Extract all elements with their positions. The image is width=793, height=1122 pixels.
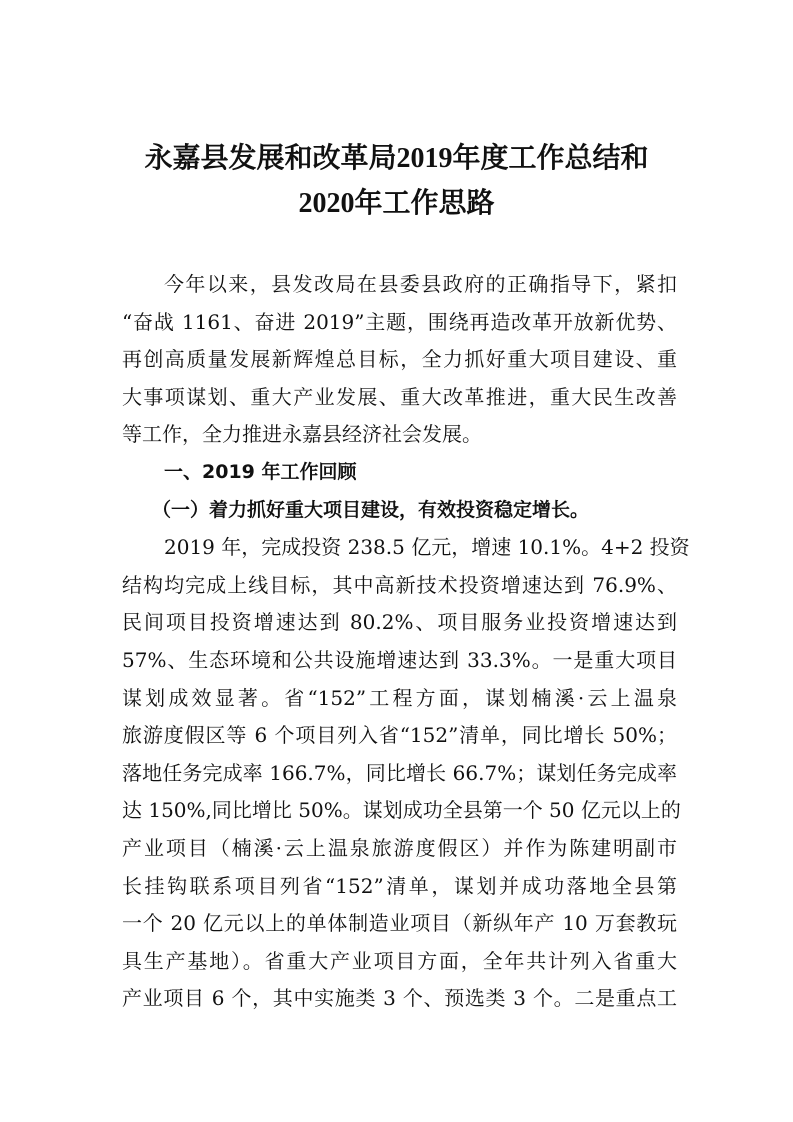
paragraph-line: 民间项目投资增速达到 80.2%、项目服务业投资增速达到 [122, 610, 677, 635]
document-title-line-2: 2020年工作思路 [298, 188, 495, 219]
paragraph-line: 产业项目 6 个，其中实施类 3 个、预选类 3 个。二是重点工 [122, 986, 677, 1011]
document-body [122, 266, 690, 1018]
paragraph-line: 旅游度假区等 6 个项目列入省“152”清单，同比增长 50%； [122, 723, 677, 748]
paragraph-line: 产业项目（楠溪·云上温泉旅游度假区）并作为陈建明副市 [122, 835, 677, 860]
section-heading: 一、2019 年工作回顾 [164, 460, 357, 483]
subsection-heading: （一）着力抓好重大项目建设，有效投资稳定增长。 [152, 498, 590, 521]
paragraph-line: 一个 20 亿元以上的单体制造业项目（新纵年产 10 万套教玩 [122, 911, 677, 936]
paragraph-line: 57%、生态环境和公共设施增速达到 33.3%。一是重大项目 [122, 647, 677, 672]
paragraph-line: 长挂钩联系项目列省“152”清单，谋划并成功落地全县第 [122, 873, 677, 898]
paragraph-line: 谋划成效显著。省“152”工程方面，谋划楠溪·云上温泉 [122, 685, 677, 710]
paragraph-line: 等工作，全力推进永嘉县经济社会发展。 [122, 422, 482, 447]
paragraph-line: 落地任务完成率 166.7%，同比增长 66.7%；谋划任务完成率 [122, 760, 677, 785]
paragraph-line: 大事项谋划、重大产业发展、重大改革推进，重大民生改善 [122, 384, 677, 409]
paragraph-line: 再创高质量发展新辉煌总目标，全力抓好重大项目建设、重 [122, 347, 677, 372]
paragraph-line: 结构均完成上线目标，其中高新技术投资增速达到 76.9%、 [122, 572, 677, 597]
paragraph-line: 今年以来，县发改局在县委县政府的正确指导下，紧扣 [164, 272, 677, 296]
paragraph-line: 2019 年，完成投资 238.5 亿元，增速 10.1%。4+2 投资 [164, 535, 690, 560]
document-title-line-1: 永嘉县发展和改革局2019年度工作总结和 [144, 143, 649, 174]
paragraph-line: 达 150%,同比增比 50%。谋划成功全县第一个 50 亿元以上的 [122, 798, 681, 823]
paragraph-line: “奋战 1161、奋进 2019”主题，围绕再造改革开放新优势、 [122, 309, 677, 334]
paragraph-line: 具生产基地）。省重大产业项目方面，全年共计列入省重大 [122, 948, 677, 973]
